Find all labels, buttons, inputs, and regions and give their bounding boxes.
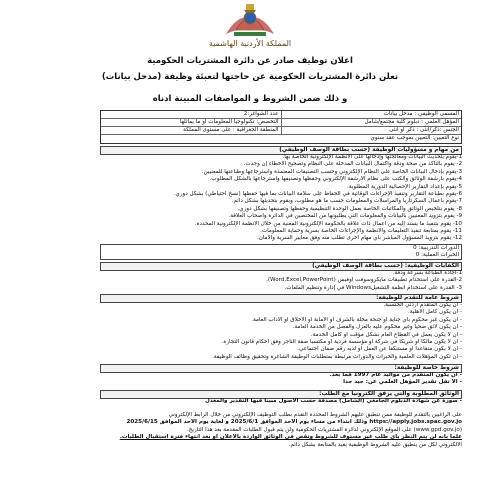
list-item: 1-اجادة الطباعة بسرعة ودقة.: [392, 270, 462, 276]
gender-cell: الجنس :ذكر/انثى : ذكر أو انثى: [281, 127, 462, 134]
vacancies-cell: عدد الشواغر:2: [243, 111, 279, 117]
list-item: - أن يكون المتقدم من مواليد عام 1997 فما بعد.: [329, 372, 462, 378]
application-instructions: [100, 412, 462, 449]
list-item: 4-يقوم بأرشفة الوثائق والكتب على نظام الأرشفة الإلكتروني وحفظها وتصنيفها واسترجاعها بالشكل المطلوب.: [209, 176, 462, 183]
list-item: - ألا تقل تقدير المؤهل العلمي عن: جيد جدا: [343, 379, 462, 386]
documents-list: [100, 398, 462, 405]
training-courses: الدورات التدريبية: 0: [413, 245, 459, 251]
qualification-cell: المؤهل العلمي : دبلوم كلية مجتمع/شامل: [281, 119, 462, 126]
list-item: 8- يقوم بتلخيص الوثائق والمكاتبات الخاصة بعمل الوحدة التنظيمية وحفظها وتصنيفها بشكل دوري.: [237, 205, 462, 212]
list-item: - أن يكون المتقدم أردني الجنسية.: [383, 302, 462, 308]
list-item: 10- يقوم بتنفيذ ما يسند إليه من أعمال ذات علاقة بالحكومة الإلكترونية المعنية من خلال الأنظمة الإلكترونية المحددة.: [194, 220, 462, 227]
list-item: - أن لا يكون متقاعدا أو مستنكفا عن العمل أو لديه رقم ضمان اجتماعي.: [297, 346, 462, 353]
job-info-table: [100, 110, 462, 144]
announcement-subtitle: تعلن دائرة المشتريات الحكومية عن حاجتها لتعبئة وظيفة (مدخل بيانات): [101, 72, 399, 82]
announcement-title: اعلان توظيف صادر عن دائرة المشتريات الحكومية: [147, 56, 353, 66]
apply-line: الالكتروني لكل من ينطبق عليه الشروط الوظيفية بقيد بالمتابعة بشكل دائم.: [288, 441, 462, 448]
table-row: [101, 135, 461, 143]
table-row: [101, 127, 461, 135]
list-item: 9- يقوم بتزويد المعنيين بالبيانات والمعلومات التي يطلبونها من المختصين في الدائرة وأصحاب العلاقة.: [228, 213, 462, 220]
job-title-cell: المسمى الوظيفي : مدخل بيانات: [281, 111, 462, 118]
list-item: 2-القدرة على استخدام تطبيقات مايكروسوفت أوفيس (Word,Excel,PowerPoint).: [266, 277, 462, 284]
list-item: 2- يقوم بالتأكد من صحة ودقة واكتمال البيانات المدخلة على النظام وتصحيح الأخطاء إن وجدت.: [243, 161, 462, 168]
list-item: 11- يقوم بمتابعة تنفيذ التعليمات والأنظمة والإجراءات الخاصة بسرية وحماية المعلومات.: [260, 228, 462, 235]
region-cell: المنطقة الجغرافية : على مستوى المملكة: [183, 127, 279, 133]
list-item: 3-يقوم بإدخال البيانات الخاصة على النظام الإلكتروني وحسب التصنيفات المعتمدة واسترجاعها وطباعتها للمعنيين.: [201, 168, 462, 175]
apply-line: (www.gpd.gov.jo) على الموقع الإلكتروني لدائرة المشتريات الحكومية ولن يتم قبول الطلبات المقدمة بعد هذا التاريخ.: [187, 426, 462, 433]
list-item: - أن تكون المؤهلات العلمية والخبرات والدورات مرتبطة بمتطلبات الوظيفة الشاغرة وتحقيق وظائف الوظيفة.: [211, 353, 462, 360]
documents-title: الوثائق المطلوبة والتي يرفق الكترونيا مع الطلب:: [100, 390, 462, 399]
general-conditions-title: شروط عامة للتقدم للوظيفة:: [100, 294, 462, 303]
apply-line: على الراغبين بالتقدم للوظيفة ممن تنطبق عليهم الشروط المحددة التقدم بطلب التوظيف الإلكتروني من خلال الرابط الإلكتروني: [168, 412, 462, 418]
special-conditions-list: [100, 372, 462, 387]
list-item: 5-يقوم بإعداد التقارير الإحصائية الدورية المطلوبة.: [347, 183, 462, 190]
work-experience: الخبرات العملية: 0: [415, 252, 459, 259]
list-item: 6-يقوم بطباعة التقارير وتنفيذ الإجراءات الوقائية في الحفاظ على سلامة البيانات بما فيها حفظها (نسخ احتياطي) بشكل دوري.: [173, 191, 462, 198]
skills-title: الكفايات الوظيفية: (حسب بطاقة الوصف الوظيفي): [100, 262, 462, 271]
apply-warning: علما بأنه لن يتم النظر بأي طلب غير مستوف للشروط وتقص في الوثائق الواردة بالاعلان او بعد انتهاء فترة استقبال الطلبات.: [119, 434, 462, 441]
list-item: 7-يقوم بأعمال السكرتاريا والمراسلات والمعلومات حسب ما هو مطلوب، ويقوم بتحديثها بشكل دائم.: [231, 198, 462, 205]
skills-list: [100, 270, 462, 292]
duties-list: [100, 154, 462, 243]
country-name: المملكة الأردنية الهاشمية: [208, 39, 292, 48]
list-item: - أن يكون غير محكوم بأي جناية أو جنحة مخلة بالشرف أو الأمانة أو الأخلاق أو الآداب العامة.: [251, 316, 462, 323]
list-item: - أن لا يكون مالكا أو شريكا في شركة أو مؤسسة فردية أو مكتسبا صفة التاجر وفق أحكام قانون التجارة.: [221, 339, 462, 346]
apply-link-line[interactable]: https://apply.jobs.spac.gov.jo وذلك ابتداء من مساء يوم الاحد الموافق 2025/6/1 و لغاية يوم الاحد الموافق 2025/6/15: [126, 419, 462, 426]
special-conditions-title: شروط خاصة للوظيفة:: [100, 364, 462, 373]
experience-box: [100, 244, 462, 260]
list-item: - أن لا يكون يعمل في القطاع العام بشكل مؤقت أو كامل الخدمة.: [310, 331, 462, 338]
duties-title: من مهام و مسؤوليات الوظيفة (حسب بطاقة الوصف الوظيفي): [100, 146, 462, 155]
appointment-type-cell: نوع التعيين: التعيين بموجب عقد سنوي: [370, 135, 459, 141]
table-row: [101, 111, 461, 119]
specialization-cell: التخصص: تكنولوجيا المعلومات أو ما يماثلها: [179, 119, 279, 125]
announcement-conditions-note: و ذلك ضمن الشروط و المواصفات المبينة ادناه: [152, 94, 348, 104]
coat-of-arms-icon: [218, 0, 282, 40]
list-item: - صورة عن شهادة الدبلوم الجامعي (الشامل) مصدقة حسب الأصول مبينا فيها التقدير والمعدل: [205, 398, 462, 404]
table-row: [101, 119, 461, 127]
list-item: 12- يقوم بتزويد المسؤول المباشر بأي مهام أخرى تطلب منه وفق معايير السرية والأمان.: [256, 235, 462, 242]
list-item: 1-يقوم بتحديث البيانات ومعالجتها وإدخالها على الأنظمة الإلكترونية الخاصة بها.: [282, 154, 462, 160]
list-item: 3- القدرة على استخدام أنظمة التشغيلWindows في إدارة وتنظيم الملفات.: [284, 284, 462, 291]
list-item: - أن يكون كامل الأهلية.: [407, 309, 462, 316]
list-item: - أن يكون لائق صحيا وغير محكوم عليه بالعزل والفصل من الخدمة العامة.: [292, 324, 462, 331]
general-conditions-list: [100, 302, 462, 361]
